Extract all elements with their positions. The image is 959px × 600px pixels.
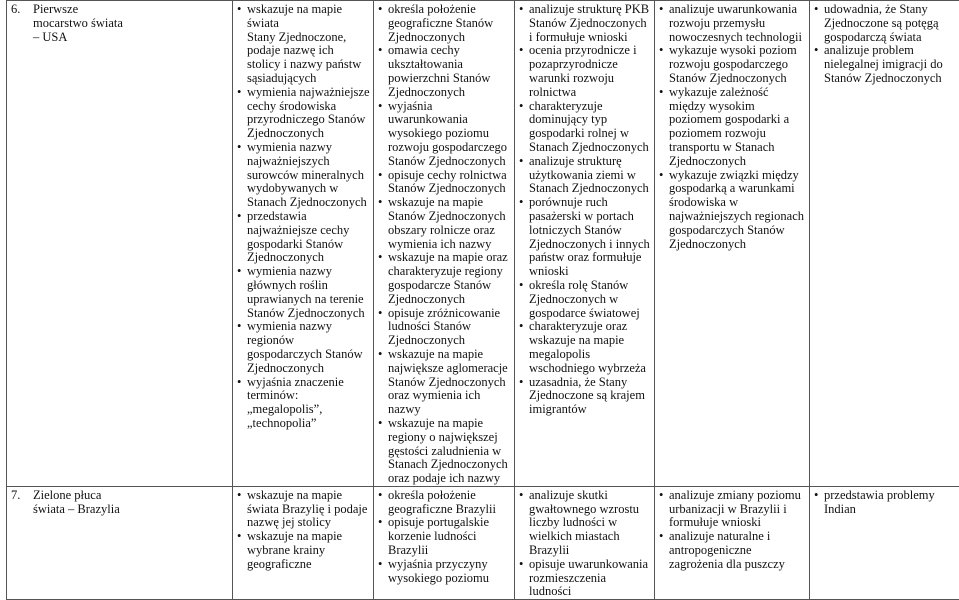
requirement-item: • wymienia nazwy regionów gospodarczych Stanów Zjednoczonych bbox=[237, 320, 370, 375]
requirement-item: • określa rolę Stanów Zjednoczonych w gospodarce światowej bbox=[519, 279, 651, 320]
requirement-item: • omawia cechy ukształtowania powierzchni Stanów Zjednoczonych bbox=[378, 44, 511, 99]
requirements-cell bbox=[374, 486, 515, 599]
requirements-cell bbox=[515, 1, 655, 487]
requirement-item: • charakteryzuje oraz wskazuje na mapie megalopolis wschodniego wybrzeża bbox=[519, 320, 651, 375]
requirement-item: • analizuje strukturę PKB Stanów Zjednoczonych i formułuje wnioski bbox=[519, 3, 651, 44]
requirement-item: • opisuje portugalskie korzenie ludności Brazylii bbox=[378, 516, 511, 557]
requirement-item: • wskazuje na mapie Stanów Zjednoczonych obszary rolnicze oraz wymienia ich nazwy bbox=[378, 196, 511, 251]
table-row bbox=[7, 1, 959, 487]
requirement-item: • wskazuje na mapie regiony o największej gęstości zaludnienia w Stanach Zjednoczonych oraz podaje ich nazwy bbox=[378, 417, 511, 486]
requirements-cell bbox=[515, 486, 655, 599]
requirements-cell bbox=[655, 1, 810, 487]
topic-cell bbox=[7, 1, 233, 487]
requirement-item: • opisuje uwarunkowania rozmieszczenia ludności bbox=[519, 558, 651, 599]
requirement-item: • opisuje zróżnicowanie ludności Stanów Zjednoczonych bbox=[378, 307, 511, 348]
requirement-item: • analizuje problem nielegalnej imigracji do Stanów Zjednoczonych bbox=[814, 44, 956, 85]
requirement-item: • wyjaśnia uwarunkowania wysokiego poziomu rozwoju gospodarczego Stanów Zjednoczonych bbox=[378, 100, 511, 169]
requirement-item: • określa położenie geograficzne Stanów Zjednoczonych bbox=[378, 3, 511, 44]
requirement-item: • analizuje skutki gwałtownego wzrostu liczby ludności w wielkich miastach Brazylii bbox=[519, 489, 651, 558]
requirement-item: • wskazuje na mapie świata Brazylię i podaje nazwę jej stolicy bbox=[237, 489, 370, 530]
requirement-item: • analizuje strukturę użytkowania ziemi w Stanach Zjednoczonych bbox=[519, 155, 651, 196]
requirement-item: • wykazuje wysoki poziom rozwoju gospodarczego Stanów Zjednoczonych bbox=[659, 44, 806, 85]
requirement-item: • wymienia najważniejsze cechy środowiska przyrodniczego Stanów Zjednoczonych bbox=[237, 86, 370, 141]
requirement-item: • wskazuje na mapie oraz charakteryzuje regiony gospodarcze Stanów Zjednoczonych bbox=[378, 251, 511, 306]
requirement-item: • uzasadnia, że Stany Zjednoczone są krajem imigrantów bbox=[519, 376, 651, 417]
requirement-item: • przedstawia problemy Indian bbox=[814, 489, 956, 517]
requirement-item: • wymienia nazwy głównych roślin uprawianych na terenie Stanów Zjednoczonych bbox=[237, 265, 370, 320]
requirement-item: • wskazuje na mapie największe aglomeracje Stanów Zjednoczonych oraz wymienia ich nazwy bbox=[378, 348, 511, 417]
curriculum-table bbox=[6, 0, 959, 600]
requirement-item: • wskazuje na mapie wybrane krainy geograficzne bbox=[237, 530, 370, 571]
requirement-item: • udowadnia, że Stany Zjednoczone są potęgą gospodarczą świata bbox=[814, 3, 956, 44]
requirement-item: • określa położenie geograficzne Brazylii bbox=[378, 489, 511, 517]
requirement-item: • analizuje zmiany poziomu urbanizacji w Brazylii i formułuje wnioski bbox=[659, 489, 806, 530]
lesson-topic: Zielone płuca świata – Brazylia bbox=[33, 489, 129, 517]
requirement-item: • analizuje naturalne i antropogeniczne zagrożenia dla puszczy bbox=[659, 530, 806, 571]
requirements-cell bbox=[233, 1, 374, 487]
requirement-item: • ocenia przyrodnicze i pozaprzyrodnicze warunki rozwoju rolnictwa bbox=[519, 44, 651, 99]
table-row bbox=[7, 486, 959, 599]
requirement-item: • przedstawia najważniejsze cechy gospodarki Stanów Zjednoczonych bbox=[237, 210, 370, 265]
lesson-topic: Pierwsze mocarstwo świata – USA bbox=[33, 3, 129, 44]
requirements-cell bbox=[233, 486, 374, 599]
requirements-cell bbox=[810, 486, 959, 599]
requirements-cell bbox=[655, 486, 810, 599]
topic-cell bbox=[7, 486, 233, 599]
requirement-item: • wykazuje związki między gospodarką a warunkami środowiska w najważniejszych regionach gospodarczych Stanów Zjednoczonych bbox=[659, 169, 806, 252]
requirement-item: • wyjaśnia znaczenie terminów: „megalopolis”, „technopolia” bbox=[237, 376, 370, 431]
lesson-number: 6. bbox=[11, 3, 33, 17]
requirement-item: • wskazuje na mapie świata bbox=[237, 3, 370, 31]
requirement-item: • charakteryzuje dominujący typ gospodarki rolnej w Stanach Zjednoczonych bbox=[519, 100, 651, 155]
requirement-item: • opisuje cechy rolnictwa Stanów Zjednoczonych bbox=[378, 169, 511, 197]
lesson-number: 7. bbox=[11, 489, 33, 503]
requirement-item: Stany Zjednoczone, podaje nazwę ich stolicy i nazwy państw sąsiadujących bbox=[237, 31, 370, 86]
requirement-item: • wyjaśnia przyczyny wysokiego poziomu bbox=[378, 558, 511, 586]
requirements-cell bbox=[374, 1, 515, 487]
requirement-item: • wykazuje zależność między wysokim poziomem gospodarki a poziomem rozwoju transportu w Stanach Zjednoczonych bbox=[659, 86, 806, 169]
requirement-item: • analizuje uwarunkowania rozwoju przemysłu nowoczesnych technologii bbox=[659, 3, 806, 44]
requirement-item: • porównuje ruch pasażerski w portach lotniczych Stanów Zjednoczonych i innych państw oraz formułuje wnioski bbox=[519, 196, 651, 279]
requirement-item: • wymienia nazwy najważniejszych surowców mineralnych wydobywanych w Stanach Zjednoczonych bbox=[237, 141, 370, 210]
requirements-cell bbox=[810, 1, 959, 487]
